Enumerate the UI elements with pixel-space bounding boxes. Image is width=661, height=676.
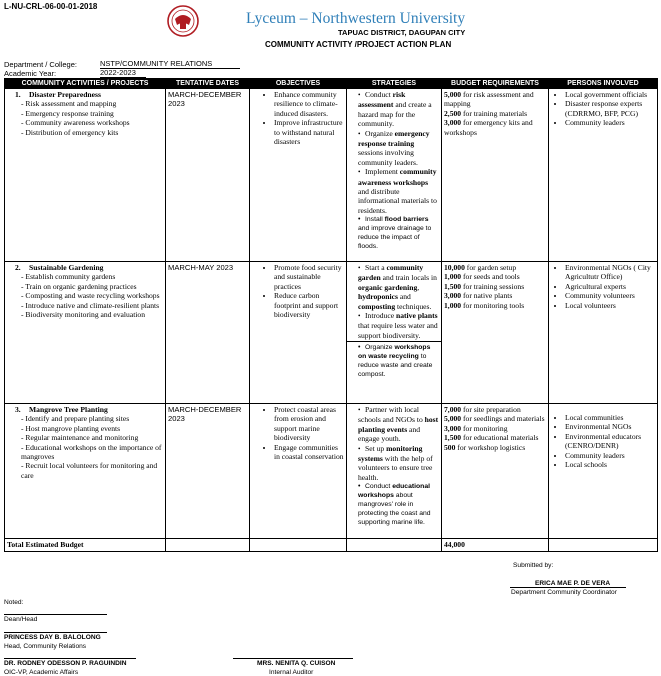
budget-item: 5,000 for seedlings and materials [444,414,545,424]
strategy-item: • Implement community awareness workshops and distribute informational materials to residents. [358,167,439,215]
budget-cell [442,262,549,404]
budget-item: 10,000 for garden setup [444,263,517,272]
academic-year-value: 2022-2023 [100,68,146,78]
submitted-label: Submitted by: [513,562,554,569]
activity-cell [5,262,166,404]
objective-item: • Improve infrastructure to withstand natural disasters [274,118,344,146]
sub-activity: - Identify and prepare planting sites [21,414,130,424]
dates-cell [166,89,250,262]
strategies-cell [347,404,442,539]
objectives-cell [250,89,347,262]
sub-activity: - Emergency response training [21,108,114,118]
activity-cell [5,89,166,262]
dates-cell [166,262,250,404]
person-item: • Local communities [565,413,655,422]
activity-cell [5,404,166,539]
action-plan-table [4,78,658,552]
objective-item: • Reduce carbon footprint and support biodiversity [274,291,344,319]
objective-item: • Engage communities in coastal conservation [274,443,344,462]
objective-item: • Protect coastal areas from erosion and support marine biodiversity [274,405,344,443]
person-item: • Environmental NGOs ( City Agricultutr Office) [565,263,655,282]
strategy-item: • Set up monitoring systems with the help of volunteers to ensure tree health. [358,444,439,483]
plan-title: COMMUNITY ACTIVITY /PROJECT ACTION PLAN [265,40,452,49]
activity-title: Mangrove Tree Planting [29,405,108,414]
district: TAPUAC DISTRICT, DAGUPAN CITY [338,28,466,37]
signature-line [4,632,107,633]
strategies-cell [347,262,442,404]
objective-item: • Enhance community resilience to climate-induced disasters. [274,90,344,118]
table-header-row [5,79,658,89]
persons-cell [549,89,658,262]
table-row [5,89,658,262]
university-seal-icon [167,5,199,37]
relations-role: Head, Community Relations [4,643,87,650]
table-row [5,404,658,539]
signature-line [4,658,136,659]
auditor-name: MRS. NENITA Q. CUISON [257,660,336,667]
person-item: • Community leaders [565,118,655,127]
budget-cell [442,404,549,539]
dept-label: Department / College: [4,60,77,69]
strategy-item: • Organize workshops on waste recycling to reduce waste and create compost. [358,343,439,379]
total-label: Total Estimated Budget [5,539,166,552]
column-header: TENTATIVE DATES [166,79,250,89]
submitter-name: ERICA MAE P. DE VERA [535,580,611,587]
sub-activity: - Community awareness workshops [21,118,130,128]
tentative-dates: MARCH-DECEMBER 2023 [168,405,242,424]
vp-role: OIC-VP, Academic Affairs [4,669,79,676]
submitter-role: Department Community Coordinator [511,589,617,596]
signature-line [4,614,107,615]
budget-cell [442,89,549,262]
auditor-role: Internal Auditor [269,669,314,676]
dept-value: NSTP/COMMUNITY RELATIONS [100,59,240,69]
objectives-cell [250,404,347,539]
budget-item: 1,500 for educational materials [444,433,539,443]
objectives-cell [250,262,347,404]
signature-line [510,587,626,588]
strategies-cell [347,89,442,262]
dean-label: Dean/Head [4,616,38,623]
budget-item: 3,000 for monitoring [444,423,508,433]
cell-divider [347,341,441,342]
person-item: • Community leaders [565,451,655,460]
column-header: PERSONS INVOLVED [549,79,658,89]
sub-activity: - Recruit local volunteers for monitoring and care [21,461,158,480]
budget-item: 7,000 for site preparation [444,405,521,414]
sub-activity: - Establish community gardens [21,272,116,282]
strategy-item: • Install flood barriers and improve drainage to reduce the impact of floods. [358,215,439,251]
budget-item: 1,500 for training sessions [444,281,525,291]
strategy-item: • Conduct educational workshops about mangroves' role in protecting the coast and supporting marine life. [358,482,439,527]
tentative-dates: MARCH-MAY 2023 [168,263,234,272]
budget-item: 5,000 for risk assessment and mapping [444,90,534,109]
activity-title: Sustainable Gardening [29,263,104,272]
budget-item: 1,000 for monitoring tools [444,300,525,310]
budget-item: 2,500 for training materials [444,108,528,118]
relations-name: PRINCESS DAY B. BALOLONG [4,634,101,641]
academic-year-label: Academic Year: [4,69,57,78]
sub-activity: - Host mangrove planting events [21,423,121,433]
sub-activity: - Regular maintenance and monitoring [21,433,139,443]
signature-line [233,658,353,659]
column-header: STRATEGIES [347,79,442,89]
dates-cell [166,404,250,539]
person-item: • Local volunteers [565,301,655,310]
noted-label: Noted: [4,599,24,606]
total-row [5,539,658,552]
sub-activity: - Biodiversity monitoring and evaluation [21,310,146,320]
activity-number: 1. [15,90,21,99]
strategy-item: • Organize emergency response training sessions involving community leaders. [358,129,439,168]
sub-activity: - Composting and waste recycling workshops [21,291,160,301]
column-header: OBJECTIVES [250,79,347,89]
activity-number: 2. [15,263,21,272]
strategy-item: • Start a community garden and train locals in organic gardening, hydroponics and composting techniques. [358,263,439,311]
person-item: • Local government officials [565,90,655,99]
budget-item: 3,000 for emergency kits and workshops [444,118,533,137]
person-item: • Local schools [565,460,655,469]
budget-item: 500 for workshop logistics [444,442,526,452]
budget-item: 1,000 for seeds and tools [444,272,520,282]
sub-activity: - Educational workshops on the importance of mangroves [21,442,162,462]
persons-cell [549,404,658,539]
activity-number: 3. [15,405,21,414]
objective-item: • Promote food security and sustainable practices [274,263,344,291]
sub-activity: - Risk assessment and mapping [21,99,117,109]
total-amount: 44,000 [442,539,549,552]
column-header: BUDGET REQUIREMENTS [442,79,549,89]
sub-activity: - Distribution of emergency kits [21,127,119,137]
activity-title: Disaster Preparedness [29,90,101,99]
university-name: Lyceum – Northwestern University [246,10,466,27]
sub-activity: - Introduce native and climate-resilient plants [21,300,160,310]
budget-item: 3,000 for native plants [444,291,513,301]
person-item: • Agricultural experts [565,282,655,291]
tentative-dates: MARCH-DECEMBER 2023 [168,90,242,109]
person-item: • Environmental educators (CENRO/DENR) [565,432,655,451]
persons-cell [549,262,658,404]
person-item: • Community volunteers [565,291,655,300]
vp-name: DR. RODNEY ODESSON P. RAGUINDIN [4,660,127,667]
strategy-item: • Partner with local schools and NGOs to host planting events and engage youth. [358,405,439,444]
sub-activity: - Train on organic gardening practices [21,281,137,291]
person-item: • Environmental NGOs [565,422,655,431]
table-row [5,262,658,404]
column-header: COMMUNITY ACTIVITIES / PROJECTS [5,79,166,89]
strategy-item: • Conduct risk assessment and create a hazard map for the community. [358,90,439,129]
strategy-item: • Introduce native plants that require less water and support biodiversity. [358,311,439,340]
person-item: • Disaster response experts (CDRRMO, BFP, PCG) [565,99,655,118]
document-code: L-NU-CRL-06-00-01-2018 [4,2,98,11]
